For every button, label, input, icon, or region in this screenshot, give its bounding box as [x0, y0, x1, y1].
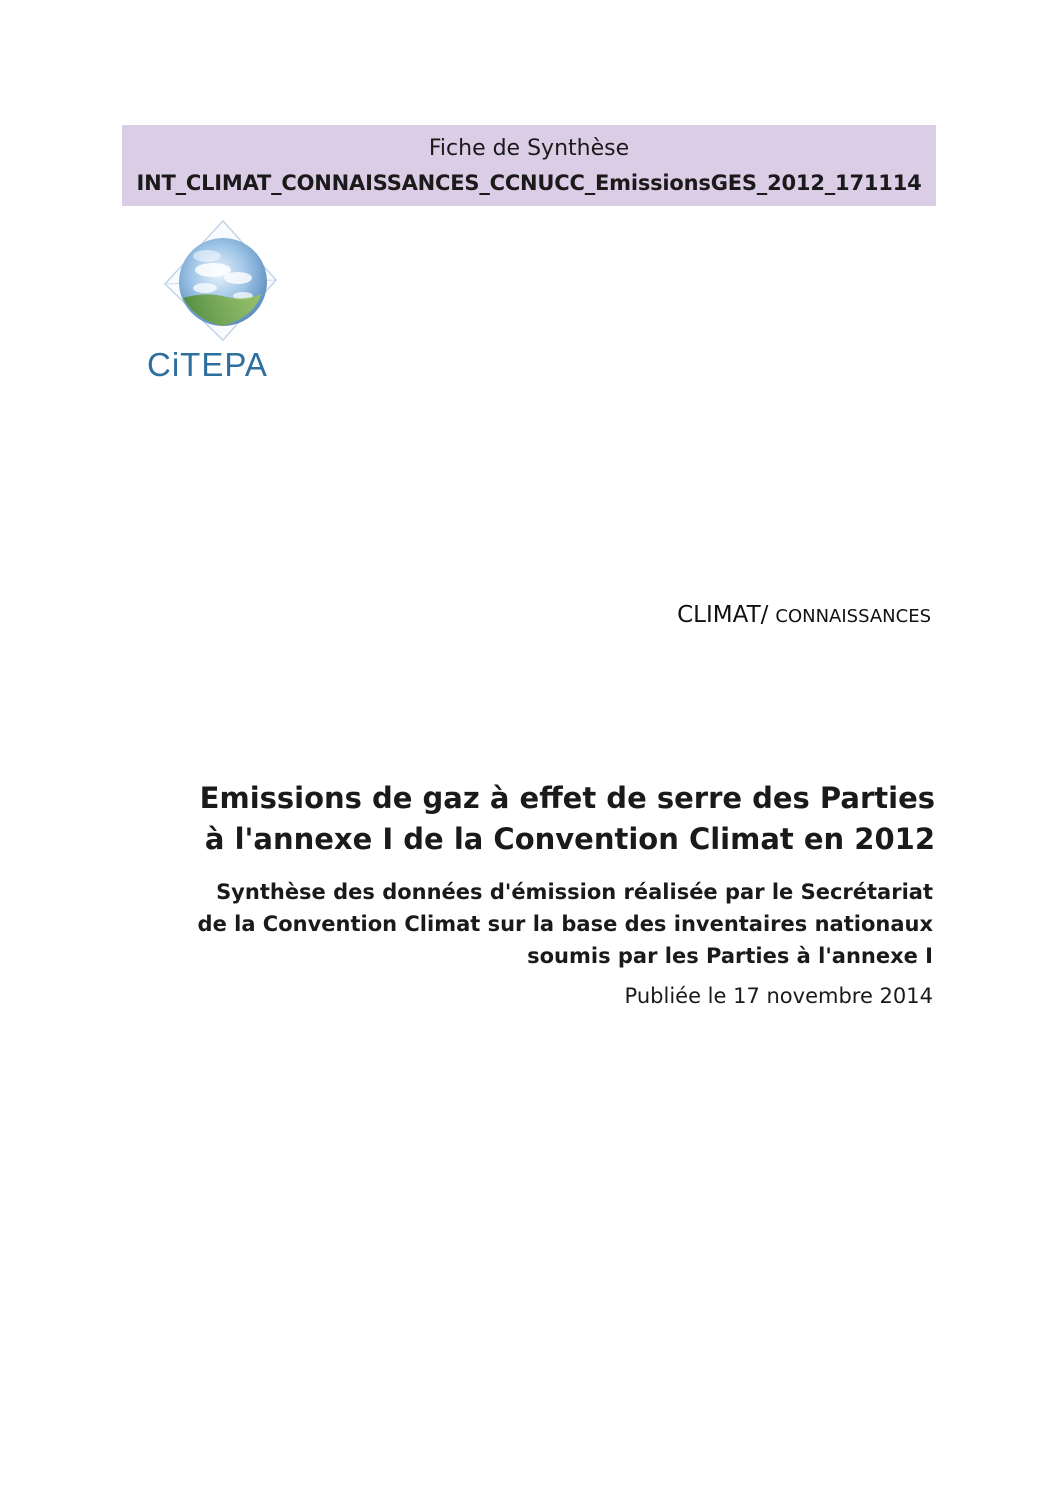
title-line-2: à l'annexe I de la Convention Climat en 2012 — [204, 822, 935, 856]
document-subtitle — [173, 876, 933, 972]
citepa-logo — [143, 218, 299, 386]
document-header-band — [122, 125, 936, 206]
citepa-wordmark: CiTEPA — [147, 346, 268, 383]
citepa-globe-diamond-icon — [143, 218, 299, 348]
section-main: CLIMAT/ — [677, 602, 769, 628]
subtitle-line-1: Synthèse des données d'émission réalisée par le Secrétariat — [216, 880, 933, 904]
document-title — [175, 778, 935, 860]
section-sub: CONNAISSANCES — [775, 606, 931, 627]
publication-date: Publiée le 17 novembre 2014 — [624, 984, 933, 1008]
document-reference-code: INT_CLIMAT_CONNAISSANCES_CCNUCC_EmissionsGES_2012_171114 — [136, 171, 922, 195]
subtitle-line-3: soumis par les Parties à l'annexe I — [527, 944, 933, 968]
section-label — [677, 600, 931, 632]
document-type-label: Fiche de Synthèse — [428, 136, 630, 161]
title-line-1: Emissions de gaz à effet de serre des Parties — [199, 781, 935, 815]
subtitle-line-2: de la Convention Climat sur la base des inventaires nationaux — [197, 912, 933, 936]
